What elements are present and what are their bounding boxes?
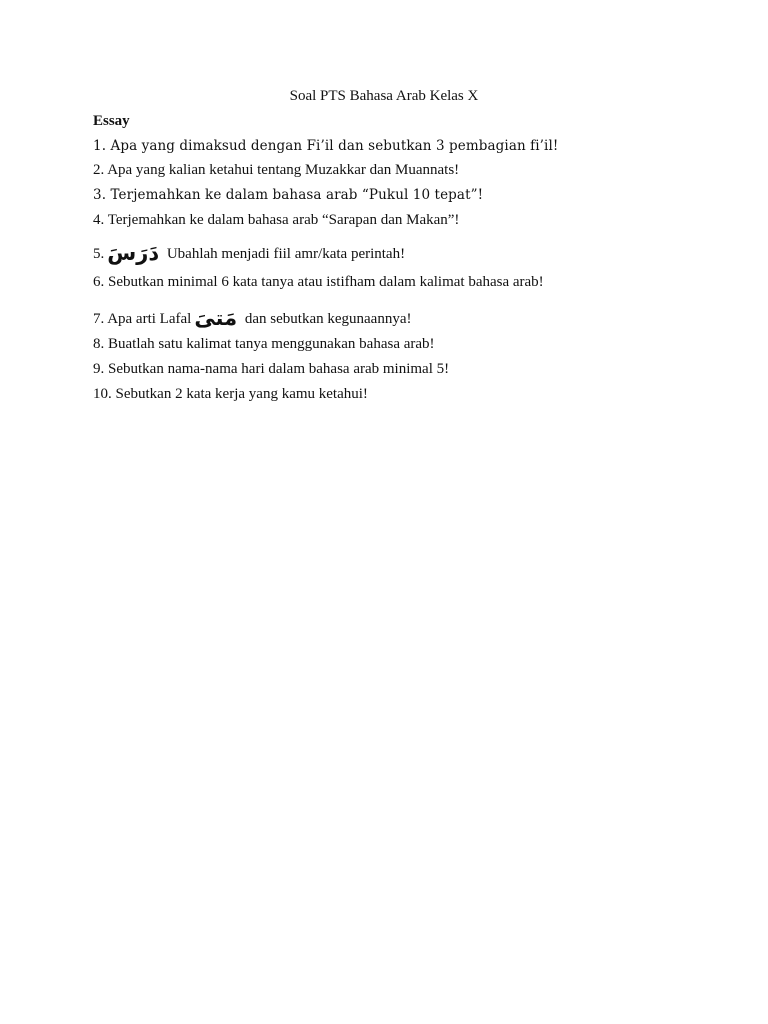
question-text: Terjemahkan ke dalam bahasa arab “Pukul 10 tepat”! <box>110 187 484 203</box>
question-number: 2. <box>93 162 105 178</box>
question-text: Sebutkan minimal 6 kata tanya atau istifham dalam kalimat bahasa arab! <box>108 274 544 290</box>
question-8 <box>93 334 435 354</box>
question-text: Sebutkan nama-nama hari dalam bahasa arab minimal 5! <box>108 361 450 377</box>
section-heading: Essay <box>93 113 130 129</box>
question-number: 1. <box>93 138 107 154</box>
question-number: 6. <box>93 274 105 290</box>
question-text-after: dan sebutkan kegunaannya! <box>244 311 412 327</box>
question-text: Apa yang kalian ketahui tentang Muzakkar dan Muannats! <box>107 162 460 178</box>
question-number: 10. <box>93 386 112 402</box>
question-4 <box>93 210 459 230</box>
question-number: 9. <box>93 361 105 377</box>
question-7 <box>93 308 412 329</box>
question-10 <box>93 384 368 404</box>
question-number: 8. <box>93 336 105 352</box>
question-number: 5. <box>93 246 105 262</box>
question-text: Sebutkan 2 kata kerja yang kamu ketahui! <box>115 386 368 402</box>
question-1 <box>93 136 558 156</box>
question-text: Buatlah satu kalimat tanya menggunakan bahasa arab! <box>108 336 435 352</box>
question-number: 7. <box>93 311 105 327</box>
question-9 <box>93 359 449 379</box>
document-title: Soal PTS Bahasa Arab Kelas X <box>289 88 479 104</box>
question-text-before: Apa arti Lafal <box>107 311 192 327</box>
question-text: Apa yang dimaksud dengan Fi’il dan sebutkan 3 pembagian fi’il! <box>110 138 559 154</box>
arabic-word: دَرَسَ <box>107 241 160 265</box>
question-6 <box>93 272 544 292</box>
question-number: 4. <box>93 212 105 228</box>
question-text: Ubahlah menjadi fiil amr/kata perintah! <box>166 246 406 262</box>
question-number: 3. <box>93 187 107 203</box>
question-5 <box>93 243 405 264</box>
arabic-word: مَتىَ <box>194 306 238 330</box>
question-text: Terjemahkan ke dalam bahasa arab “Sarapan dan Makan”! <box>107 212 460 228</box>
question-2 <box>93 160 459 180</box>
question-3 <box>93 185 483 205</box>
